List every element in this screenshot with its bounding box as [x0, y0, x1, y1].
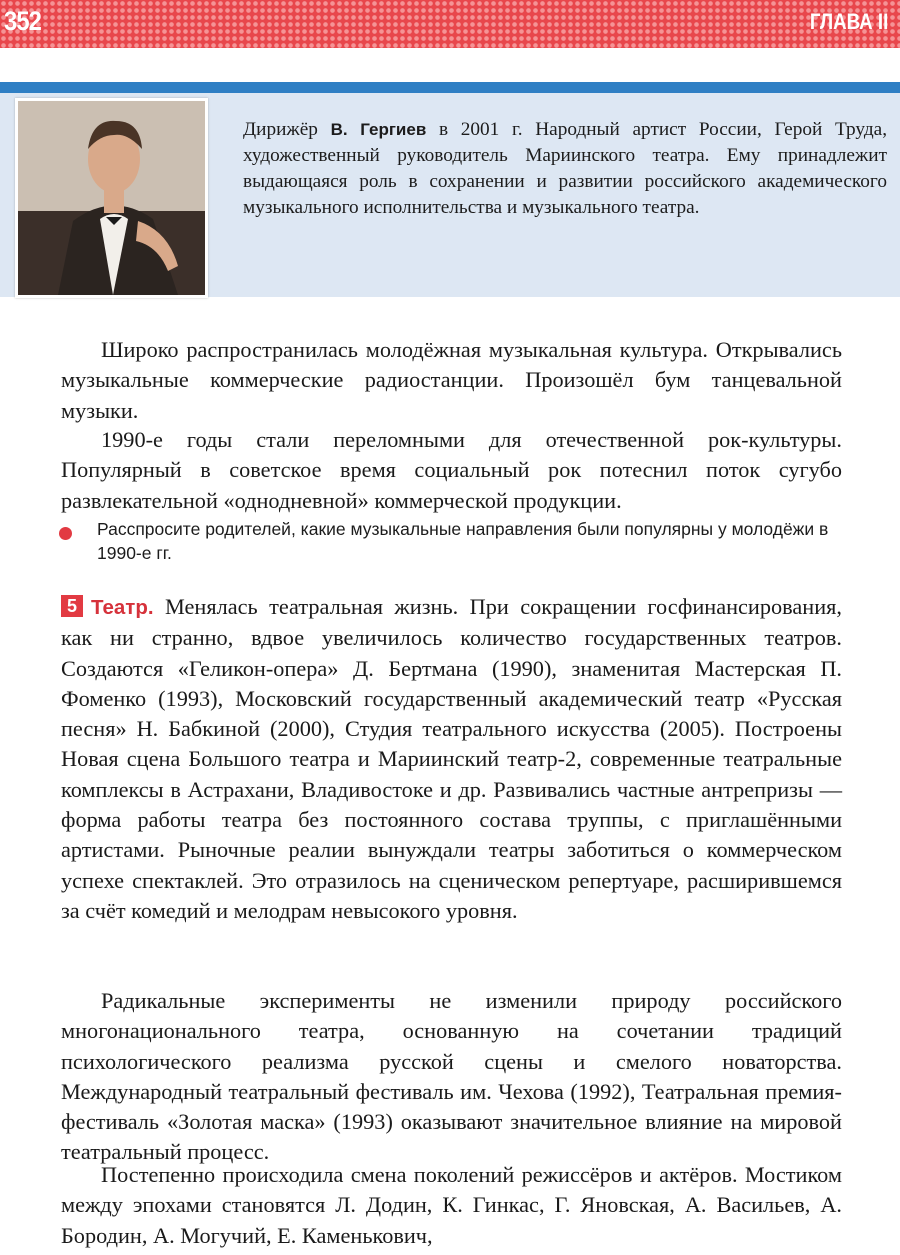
section-theatre-paragraph-1	[61, 592, 842, 926]
question-text: Расспросите родителей, какие музыкальные направления были популярны у молодёжи в 1990-е гг.	[97, 519, 829, 563]
header-band	[0, 0, 900, 48]
section-theatre-paragraph-2: Радикальные эксперименты не изменили природу российского многонационального театра, основанную на сочетании традиций психологического реализма русской сцены и смелого новаторства. Международный театральный фестиваль им. Чехова (1992), Театральная премия-фестиваль «Золотая маска» (1993) оказывают значительное влияние на мировой театральный процесс.	[61, 988, 842, 1165]
question-bullet	[59, 527, 72, 540]
photo-caption	[243, 117, 887, 221]
paragraph-youth-culture: Широко распространилась молодёжная музыкальная культура. Открывались музыкальные коммерческие радиостанции. Произошёл бум танцевальной музыки.	[61, 337, 842, 423]
section-title: Театр.	[91, 596, 154, 619]
section-number-badge: 5	[61, 595, 83, 617]
chapter-label: ГЛАВА II	[809, 9, 888, 34]
paragraph-rock-culture: 1990-е годы стали переломными для отечественной рок-культуры. Популярный в советское время социальный рок потеснил поток сугубо развлекательной «однодневной» коммерческой продукции.	[61, 427, 842, 513]
caption-lead: Дирижёр	[243, 119, 318, 140]
section-theatre-paragraph-3: Постепенно происходила смена поколений режиссёров и актёров. Мостиком между эпохами становятся Л. Додин, К. Гинкас, Г. Яновская, А. Васильев, А. Бородин, А. Могучий, Е. Каменькович,	[61, 1162, 842, 1248]
caption-name: В. Гергиев	[330, 120, 427, 139]
caption-text: в 2001 г. Народный артист России, Герой Труда, художественный руководитель Мариинского театра. Ему принадлежит выдающаяся роль в сохранении и развитии российского академического музыкального исполнительства и музыкального театра.	[243, 119, 888, 218]
conductor-photo	[15, 98, 208, 298]
section-paragraph-1-text: Менялась театральная жизнь. При сокращении госфинансирования, как ни странно, вдвое увеличилось количество государственных театров. Создаются «Геликон-опера» Д. Бертмана (1990), знаменитая Мастерская П. Фоменко (1993), Московский государственный академический театр «Русская песня» Н. Бабкиной (2000), Студия театрального искусства (2005). Построены Новая сцена Большого театра и Мариинский театр-2, современные театральные комплексы в Астрахани, Владивостоке и др. Развивались частные антрепризы — форма работы театра без постоянного состава труппы, с приглашёнными артистами. Рыночные реалии вынуждали театры заботиться о коммерческом успехе спектаклей. Это отразилось на сценическом репертуаре, расширившемся за счёт комедий и мелодрам невысокого уровня.	[61, 594, 842, 923]
page-number: 352	[4, 6, 42, 36]
blue-divider	[0, 82, 900, 93]
